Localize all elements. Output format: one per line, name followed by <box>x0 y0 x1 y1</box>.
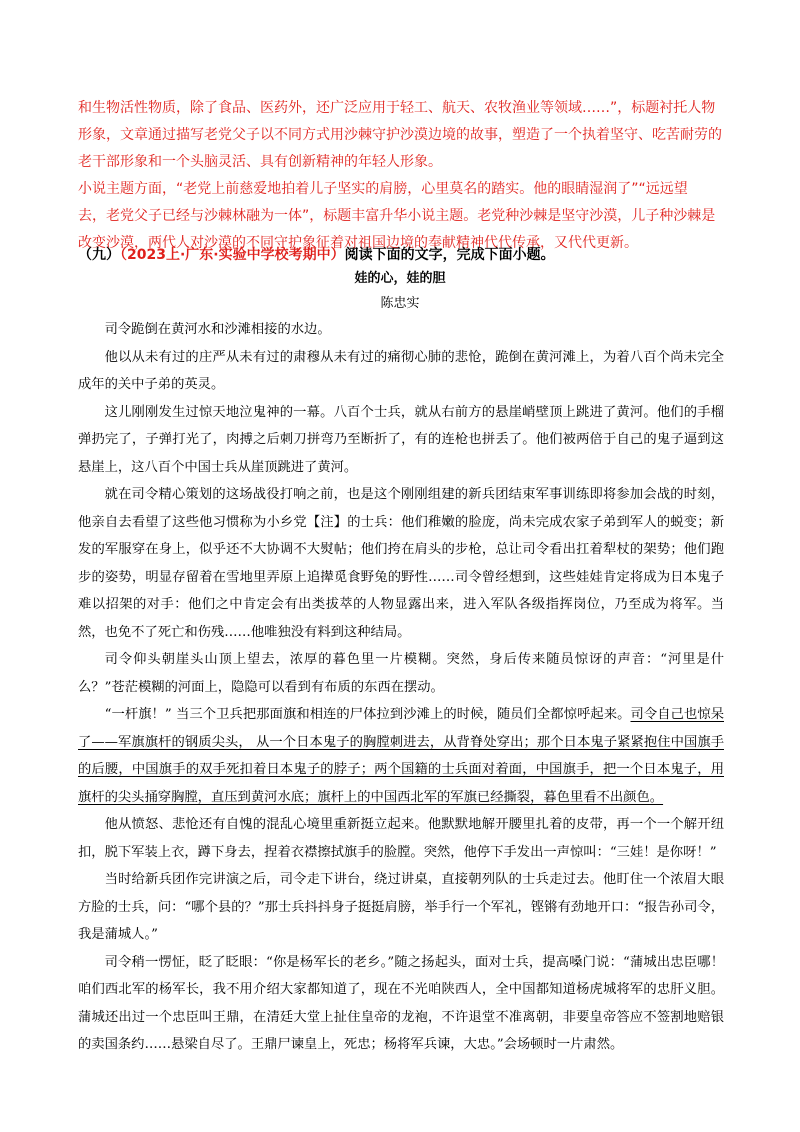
paragraph-lead: “一杆旗！” 当三个卫兵把那面旗和相连的尸体拉到沙滩上的时候，随员们全都惊呼起来。 <box>104 707 631 722</box>
question-number: （九） <box>78 247 120 263</box>
article-title: 娃的心，娃的胆 <box>354 271 446 286</box>
article-author: 陈忠实 <box>380 296 420 311</box>
article-body <box>78 316 724 1059</box>
paragraph: 司令仰头朝崖头山顶上望去，浓厚的暮色里一片模糊。突然，身后传来随员惊讶的声音：“河里是什么？”苍茫模糊的河面上，隐隐可以看到有布质的东西在摆动。 <box>78 652 724 695</box>
paragraph <box>78 701 724 811</box>
answer-line: 形象，文章通过描写老党父子以不同方式用沙棘守护沙漠边境的故事，塑造了一个执着坚守、吃苦耐劳的 <box>78 127 722 143</box>
question-heading <box>78 243 738 267</box>
answer-line: 小说主题方面，“老党上前慈爱地拍着儿子坚实的肩膀，心里莫名的踏实。他的眼睛湿润了”“远远望 <box>78 181 688 197</box>
underlined-passage: 司令自己也惊呆了——军旗旗杆的钢质尖头， 从一个日本鬼子的胸膛刺进去，从背脊处穿出；那个日本鬼子紧紧抱住中国旗手的后腰，中国旗手的双手死扣着日本鬼子的脖子；两个国籍的士兵面对着面，中国旗手，把一个日本鬼子，用旗杆的尖头捅穿胸膛，直压到黄河水底；旗杆上的中国西北军的军旗已经撕裂，暮色里看不出颜色。 <box>78 707 724 805</box>
answer-line: 去，老党父子已经与沙棘林融为一体”，标题丰富升华小说主题。老党种沙棘是坚守沙漠，儿子种沙棘是 <box>78 208 716 224</box>
paragraph: 司令跪倒在黄河水和沙滩相接的水边。 <box>104 322 331 337</box>
paragraph: 司令稍一愣怔，眨了眨眼：“你是杨军长的老乡。”随之扬起头，面对士兵，提高嗓门说：“蒲城出忠臣哪！咱们西北军的杨军长，我不用介绍大家都知道了，现在不光咱陕西人，全中国都知道杨虎城将军的忠肝义胆。蒲城还出过一个忠臣叫王鼎，在清廷大堂上扯住皇帝的龙袍，不许退堂不准离朝，非要皇帝答应不签割地赔银的卖国条约……悬梁自尽了。王鼎尸谏皇上，死忠；杨将军兵谏，大忠。”会场顿时一片肃然。 <box>78 954 724 1052</box>
question-instruction: 阅读下面的文字，完成下面小题。 <box>344 247 555 263</box>
paragraph: 这儿刚刚发生过惊天地泣鬼神的一幕。八百个士兵，就从右前方的悬崖峭壁顶上跳进了黄河。他们的手榴弹扔完了，子弹打光了，肉搏之后刺刀拼弯乃至断折了，有的连枪也拼丢了。他们被两倍于自己的鬼子逼到这悬崖上，这八百个中国士兵从崖顶跳进了黄河。 <box>78 404 724 475</box>
answer-line: 老干部形象和一个头脑灵活、具有创新精神的年轻人形象。 <box>78 154 442 170</box>
paragraph: 当时给新兵团作完讲演之后，司令走下讲台，绕过讲桌，直接朝列队的士兵走过去。他盯住一个浓眉大眼方脸的士兵，问：“哪个县的？”那士兵抖抖身子挺挺肩膀，举手行一个军礼，铿锵有劲地开口：“报告孙司令，我是蒲城人。” <box>78 872 724 942</box>
paragraph: 就在司令精心策划的这场战役打响之前，也是这个刚刚组建的新兵团结束军事训练即将参加会战的时刻，他亲自去看望了这些他习惯称为小乡党【注】的士兵：他们稚嫩的脸庞，尚未完成农家子弟到军人的蜕变；新发的军服穿在身上，似乎还不大协调不大熨帖；他们挎在肩头的步枪，总让司令看出扛着犁杖的架势；他们跑步的姿势，明显存留着在雪地里弄原上追撵觅食野兔的野性……司令曾经想到，这些娃娃肯定将成为日本鬼子难以招架的对手：他们之中肯定会有出类拔萃的人物显露出来，进入军队各级指挥岗位，乃至成为将军。当然，也免不了死亡和伤残……他唯独没有料到这种结局。 <box>78 487 724 640</box>
paragraph: 他从愤怒、悲怆还有自愧的混乱心境里重新挺立起来。他默默地解开腰里扎着的皮带，再一个一个解开纽扣，脱下军装上衣，蹲下身去，捏着衣襟擦拭旗手的脸膛。突然，他停下手发出一声惊叫：“三娃！是你呀！” <box>78 817 724 860</box>
answer-analysis-text <box>78 95 724 257</box>
answer-line: 和生物活性物质，除了食品、医药外，还广泛应用于轻工、航天、农牧渔业等领域……”，标题衬托人物 <box>78 100 716 116</box>
question-source: （2023上·广东·实验中学校考期中） <box>120 247 345 263</box>
paragraph: 他以从未有过的庄严从未有过的肃穆从未有过的痛彻心肺的悲怆，跪倒在黄河滩上，为着八百个尚未完全成年的关中子弟的英灵。 <box>78 349 724 392</box>
answer-line: 改变沙漠，两代人对沙漠的不同守护象征着对祖国边境的奉献精神代代传承，又代代更新。 <box>78 235 638 251</box>
